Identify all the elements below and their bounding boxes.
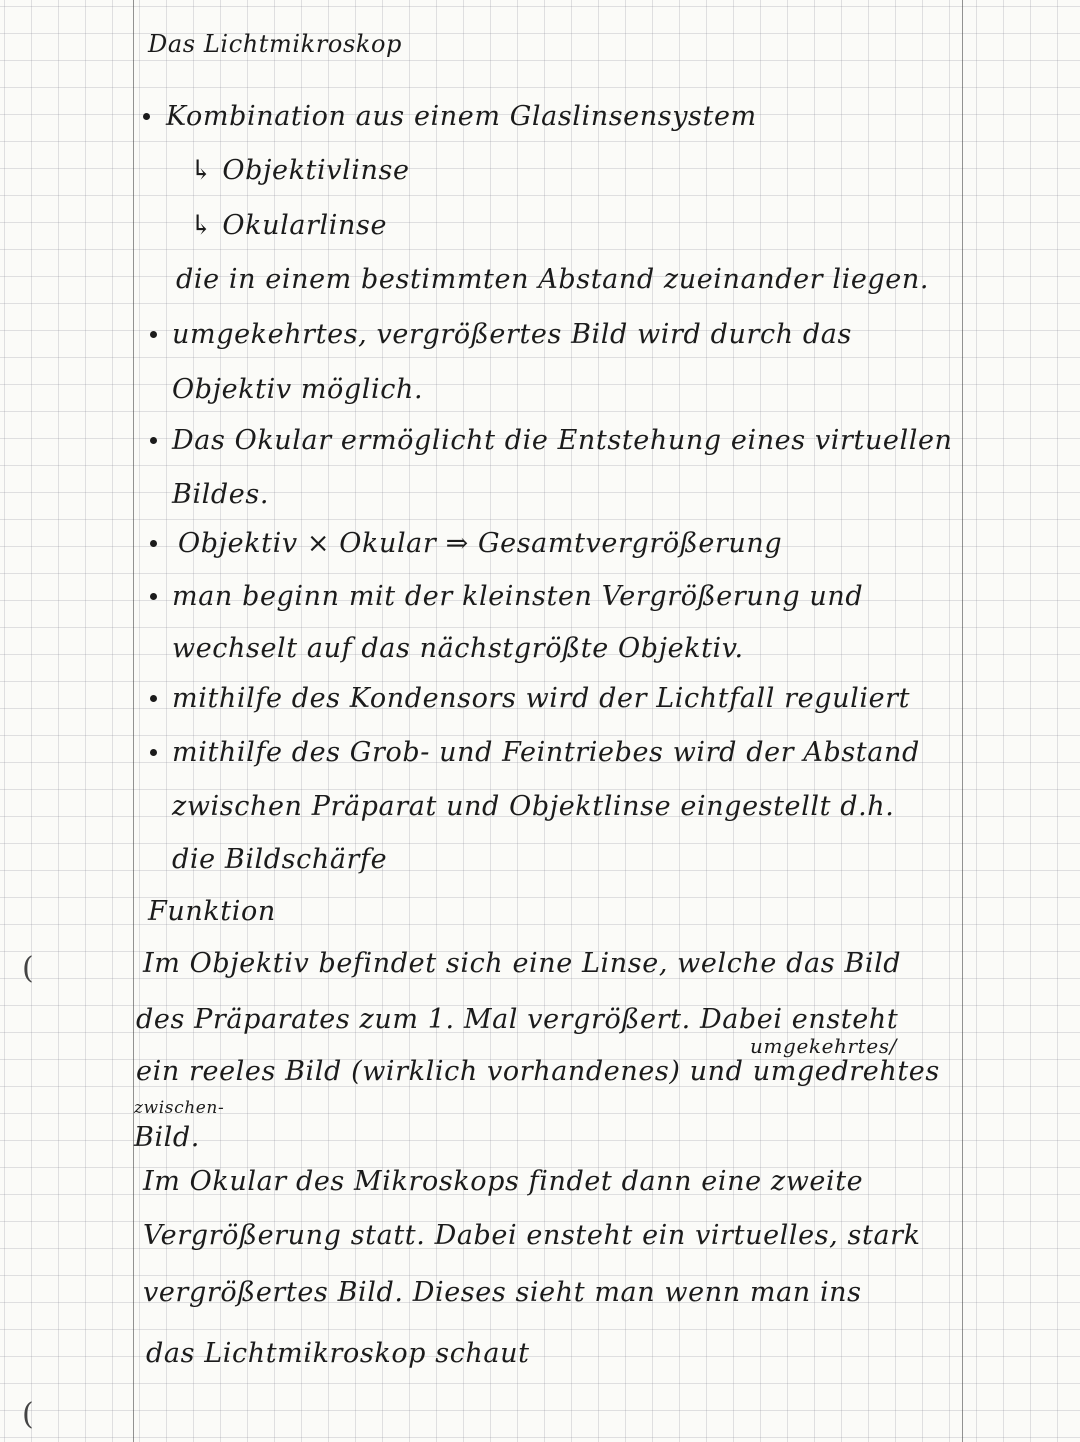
bullet-text: Bildes. xyxy=(172,479,270,510)
bullet-text: wechselt auf das nächstgrößte Objektiv. xyxy=(172,633,744,664)
bullet-dot xyxy=(150,749,157,756)
punch-hole-mark: ( xyxy=(22,951,34,986)
page-title: Das Lichtmikroskop xyxy=(148,30,403,58)
paragraph-line: Im Okular des Mikroskops findet dann eine zweite xyxy=(143,1166,864,1197)
bullet-text: Kombination aus einem Glaslinsensystem xyxy=(166,101,757,132)
paragraph-line: das Lichtmikroskop schaut xyxy=(146,1338,530,1369)
bullet-text: Das Okular ermöglicht die Entstehung eines virtuellen xyxy=(172,425,953,456)
bullet-text: umgekehrtes, vergrößertes Bild wird durch das xyxy=(172,319,852,350)
bullet-text: mithilfe des Grob- und Feintriebes wird der Abstand xyxy=(172,737,920,768)
paragraph-line: Im Objektiv befindet sich eine Linse, welche das Bild xyxy=(143,948,902,979)
bullet-text: die Bildschärfe xyxy=(172,844,388,875)
sub-item: ↳ Okularlinse xyxy=(190,210,388,241)
section-heading: Funktion xyxy=(148,896,276,927)
paragraph-line: des Präparates zum 1. Mal vergrößert. Dabei ensteht xyxy=(136,1004,899,1035)
bullet-dot xyxy=(143,113,150,120)
bullet-text: Objektiv × Okular ⇒ Gesamtvergrößerung xyxy=(178,528,783,559)
bullet-text: Objektiv möglich. xyxy=(172,374,424,405)
bullet-dot xyxy=(150,331,157,338)
bullet-text: die in einem bestimmten Abstand zueinander liegen. xyxy=(176,264,930,295)
punch-hole-mark: ( xyxy=(22,1397,34,1432)
paragraph-line: ein reeles Bild (wirklich vorhandenes) und umgedrehtes xyxy=(136,1056,940,1087)
paragraph-line: Vergrößerung statt. Dabei ensteht ein virtuelles, stark xyxy=(143,1220,921,1251)
bullet-text: zwischen Präparat und Objektlinse eingestellt d.h. xyxy=(172,791,895,822)
bullet-dot xyxy=(150,540,157,547)
inserted-word: umgekehrtes/ xyxy=(750,1034,897,1058)
sub-item: ↳ Objektivlinse xyxy=(190,155,410,186)
bullet-text: man beginn mit der kleinsten Vergrößerung und xyxy=(172,581,864,612)
margin-note: zwischen- xyxy=(134,1098,225,1118)
paragraph-line: Bild. xyxy=(134,1122,200,1153)
bullet-dot xyxy=(150,593,157,600)
bullet-text: mithilfe des Kondensors wird der Lichtfall reguliert xyxy=(172,683,911,714)
paragraph-line: vergrößertes Bild. Dieses sieht man wenn man ins xyxy=(143,1277,862,1308)
bullet-dot xyxy=(150,437,157,444)
bullet-dot xyxy=(150,695,157,702)
